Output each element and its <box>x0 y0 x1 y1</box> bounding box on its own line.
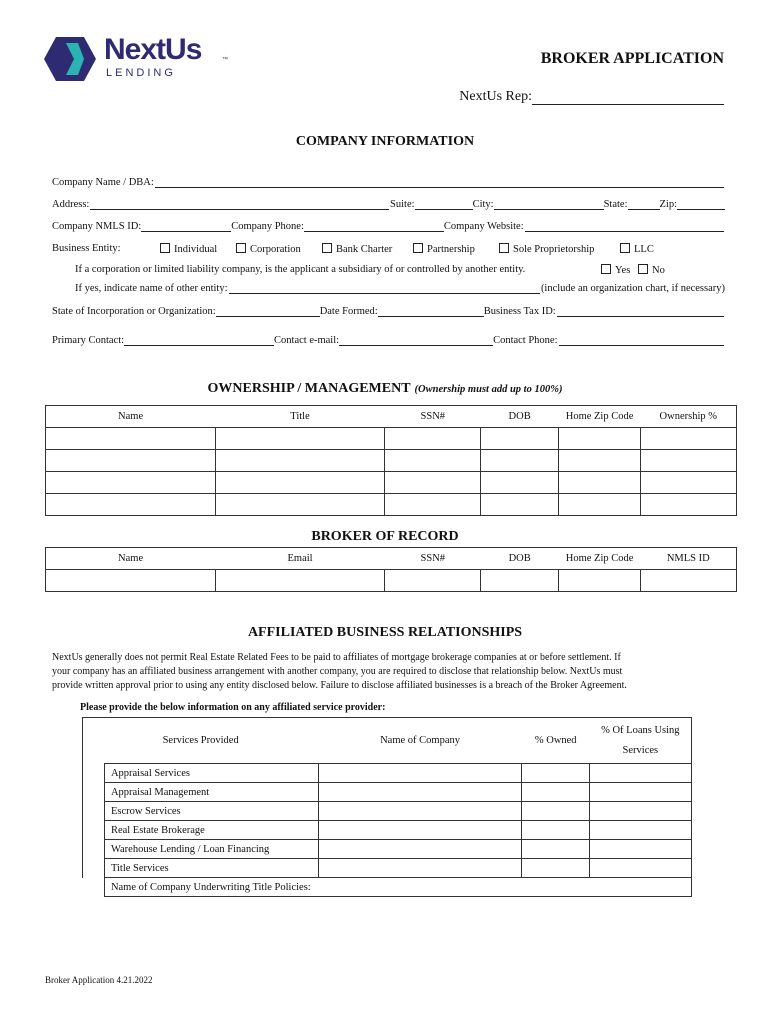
col-owned: % Owned <box>522 718 590 764</box>
rep-label: NextUs Rep: <box>459 89 532 104</box>
subsidiary-question: If a corporation or limited liability company, is the applicant a subsidiary of or controlled by another entity. <box>75 264 526 275</box>
col-dob: DOB <box>481 406 559 428</box>
address-row[interactable] <box>52 198 725 210</box>
logo-tm: ™ <box>222 57 228 63</box>
logo-hexagon-icon <box>44 37 96 81</box>
ownership-title: OWNERSHIP / MANAGEMENT <box>207 381 411 396</box>
checkbox-icon[interactable] <box>160 243 170 253</box>
company-name-field[interactable] <box>52 176 725 188</box>
paragraph-line: your company has an affiliated business arrangement with another company, you are required to disclose that relationship below. NextUs must <box>52 666 623 677</box>
broker-heading: BROKER OF RECORD <box>311 529 459 544</box>
table-row[interactable] <box>83 878 692 897</box>
paragraph-line: provide written approval prior to using any entity disclosed below. Failure to disclose affiliated businesses is a breach of the Broker Agreement. <box>52 680 627 691</box>
table-row[interactable] <box>83 840 692 859</box>
col-name: Name <box>46 548 216 570</box>
underwriting-label: Name of Company Underwriting Title Policies: <box>104 878 691 897</box>
entity-corporation[interactable] <box>236 243 301 255</box>
table-row[interactable] <box>46 570 737 592</box>
table-row[interactable] <box>83 764 692 783</box>
subsidiary-yes[interactable] <box>601 264 630 276</box>
address-label: Address: <box>52 199 90 210</box>
contact-phone-label: Contact Phone: <box>493 335 558 346</box>
checkbox-icon[interactable] <box>601 264 611 274</box>
entity-label: Individual <box>174 244 218 255</box>
page-title: BROKER APPLICATION <box>540 50 724 67</box>
table-row[interactable] <box>46 472 737 494</box>
col-name: Name <box>46 406 216 428</box>
state-label: State: <box>603 199 628 210</box>
table-row[interactable] <box>83 821 692 840</box>
contact-email-label: Contact e-mail: <box>274 335 340 346</box>
col-title: Title <box>215 406 385 428</box>
primary-contact-label: Primary Contact: <box>52 335 125 346</box>
checkbox-icon[interactable] <box>322 243 332 253</box>
logo <box>44 33 234 82</box>
tax-id-label: Business Tax ID: <box>483 306 556 317</box>
service-label: Warehouse Lending / Loan Financing <box>104 840 318 859</box>
table-row[interactable] <box>83 859 692 878</box>
broker-table <box>45 547 737 592</box>
ownership-note: (Ownership must add up to 100%) <box>414 384 563 395</box>
entity-llc[interactable] <box>620 243 654 255</box>
city-label: City: <box>472 199 494 210</box>
col-loans-line1: % Of Loans Using <box>601 724 680 736</box>
col-loans <box>590 718 692 764</box>
service-label: Title Services <box>104 859 318 878</box>
table-row[interactable] <box>46 450 737 472</box>
ownership-heading <box>0 379 770 397</box>
nmls-row[interactable] <box>52 220 725 232</box>
nmls-label: Company NMLS ID: <box>52 221 142 232</box>
affiliated-paragraph <box>52 651 627 693</box>
date-formed-label: Date Formed: <box>319 306 378 317</box>
no-label: No <box>652 265 665 276</box>
col-nmls: NMLS ID <box>641 548 737 570</box>
table-row[interactable] <box>46 428 737 450</box>
entity-individual[interactable] <box>160 243 217 255</box>
affiliated-instruction: Please provide the below information on any affiliated service provider: <box>80 702 386 713</box>
table-row[interactable] <box>46 494 737 516</box>
service-label: Appraisal Management <box>104 783 318 802</box>
incorporation-row[interactable] <box>52 305 725 317</box>
col-email: Email <box>215 548 385 570</box>
zip-label: Zip: <box>659 199 677 210</box>
company-name-label: Company Name / DBA: <box>52 177 154 188</box>
logo-word: NextUs <box>104 33 202 66</box>
entity-partnership[interactable] <box>413 243 475 255</box>
entity-sole-proprietorship[interactable] <box>499 243 594 255</box>
phone-label: Company Phone: <box>231 221 304 232</box>
service-label: Appraisal Services <box>104 764 318 783</box>
paragraph-line: NextUs generally does not permit Real Estate Related Fees to be paid to affiliates of mortgage brokerage companies at or before settlement. If <box>52 652 621 663</box>
checkbox-icon[interactable] <box>413 243 423 253</box>
entity-label: Corporation <box>250 244 301 255</box>
col-home-zip: Home Zip Code <box>559 406 641 428</box>
entity-label: Bank Charter <box>336 244 393 255</box>
ownership-table <box>45 405 737 516</box>
table-row[interactable] <box>83 783 692 802</box>
affiliated-table <box>82 717 692 897</box>
checkbox-icon[interactable] <box>236 243 246 253</box>
org-chart-note: (include an organization chart, if necessary) <box>540 283 725 294</box>
affiliated-heading: AFFILIATED BUSINESS RELATIONSHIPS <box>247 625 523 640</box>
rep-field[interactable] <box>459 89 724 105</box>
col-company: Name of Company <box>318 718 522 764</box>
service-label: Escrow Services <box>104 802 318 821</box>
other-entity-row[interactable] <box>75 282 725 294</box>
checkbox-icon[interactable] <box>620 243 630 253</box>
logo-sub: LENDING <box>106 67 176 79</box>
subsidiary-no[interactable] <box>638 264 665 276</box>
footer-version: Broker Application 4.21.2022 <box>45 975 153 985</box>
website-label: Company Website: <box>443 221 524 232</box>
checkbox-icon[interactable] <box>499 243 509 253</box>
suite-label: Suite: <box>390 199 415 210</box>
company-heading: COMPANY INFORMATION <box>295 134 475 149</box>
entity-label: Sole Proprietorship <box>513 244 595 255</box>
table-row[interactable] <box>83 802 692 821</box>
contact-row[interactable] <box>52 334 725 346</box>
col-dob: DOB <box>481 548 559 570</box>
col-ssn: SSN# <box>385 406 481 428</box>
checkbox-icon[interactable] <box>638 264 648 274</box>
entity-label: LLC <box>634 244 654 255</box>
col-services: Services Provided <box>83 718 319 764</box>
yes-label: Yes <box>615 265 631 276</box>
col-ssn: SSN# <box>385 548 481 570</box>
col-ownership: Ownership % <box>641 406 737 428</box>
other-entity-label: If yes, indicate name of other entity: <box>75 283 228 294</box>
col-loans-line2: Services <box>622 744 659 756</box>
business-entity-label: Business Entity: <box>52 243 121 254</box>
state-inc-label: State of Incorporation or Organization: <box>52 306 216 317</box>
col-home-zip: Home Zip Code <box>559 548 641 570</box>
entity-bank-charter[interactable] <box>322 243 392 255</box>
entity-label: Partnership <box>427 244 475 255</box>
service-label: Real Estate Brokerage <box>104 821 318 840</box>
